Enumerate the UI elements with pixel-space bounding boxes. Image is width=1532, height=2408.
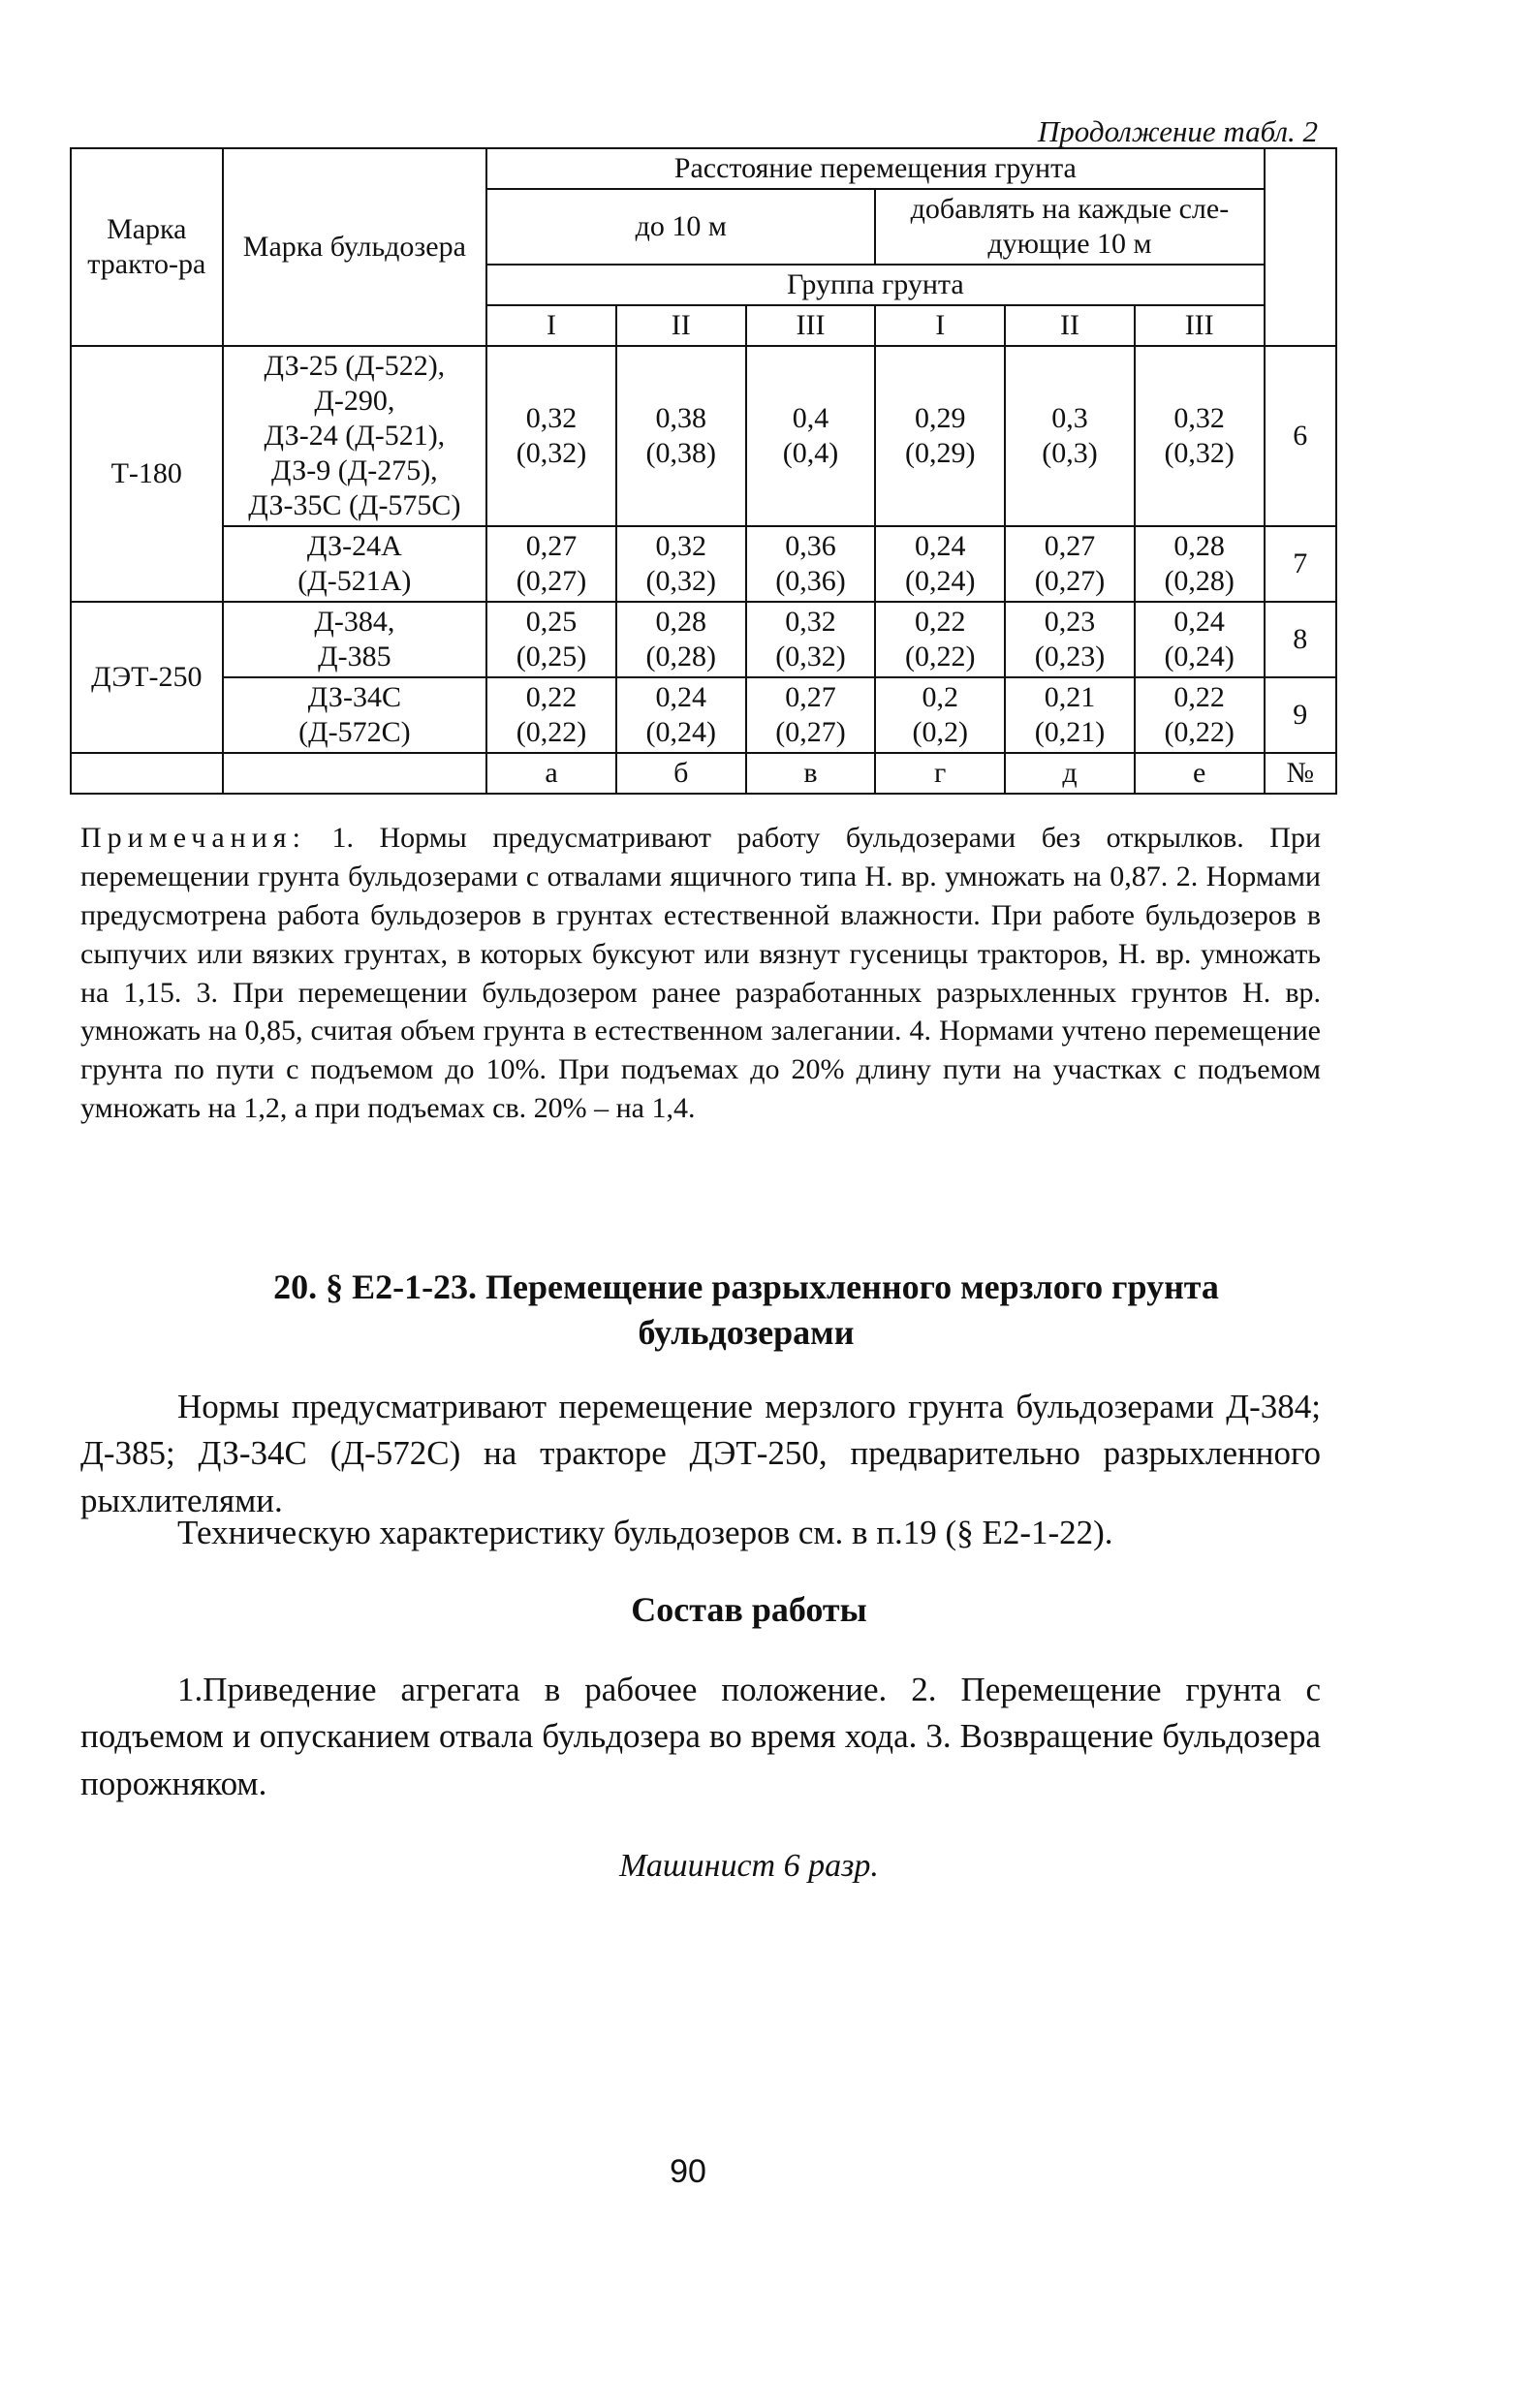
column-letters-row <box>71 753 1336 794</box>
norm-value-alt: (0,27) <box>1034 565 1106 597</box>
norm-value: 0,24 <box>1173 606 1225 638</box>
norm-value-alt: (0,4) <box>782 437 839 469</box>
norm-value-alt: (0,23) <box>1034 641 1106 672</box>
value-cell <box>1005 602 1135 677</box>
page-number: 90 <box>670 2153 706 2190</box>
number-sign-cell: № <box>1265 753 1336 794</box>
norm-value: 0,4 <box>792 402 829 434</box>
value-cell <box>1135 346 1265 526</box>
section-title-line: бульдозерами <box>638 1312 855 1352</box>
norm-value: 0,22 <box>525 681 578 713</box>
bulldozer-name: ДЗ-34С <box>307 681 401 713</box>
bulldozer-cell <box>223 677 487 753</box>
norm-value: 0,24 <box>655 681 706 713</box>
bulldozer-name: ДЗ-24А <box>306 530 402 562</box>
value-cell <box>616 526 746 602</box>
value-cell <box>616 602 746 677</box>
value-cell <box>1005 677 1135 753</box>
value-cell <box>1005 526 1135 602</box>
header-group-cell: III <box>1135 305 1265 346</box>
value-cell <box>486 677 616 753</box>
norm-value: 0,27 <box>785 681 836 713</box>
norm-value: 0,25 <box>525 606 578 638</box>
norm-value-alt: (0,3) <box>1042 437 1098 469</box>
norm-value-alt: (0,32) <box>516 437 587 469</box>
header-group-cell: II <box>616 305 746 346</box>
norm-value: 0,32 <box>525 402 578 434</box>
value-cell <box>746 602 876 677</box>
norm-value-alt: (0,36) <box>775 565 846 597</box>
work-composition-heading: Состав работы <box>631 1590 867 1629</box>
tractor-cell: Т-180 <box>71 346 223 602</box>
table-notes <box>80 819 1321 1128</box>
header-group-cell: II <box>1005 305 1135 346</box>
section-paragraph: Техническую характеристику бульдозеров см. в п.19 (§ Е2-1-22). <box>177 1514 1113 1551</box>
bulldozer-name: ДЗ-9 (Д-275), <box>271 454 438 486</box>
row-index-cell: 8 <box>1265 602 1336 677</box>
norm-value: 0,3 <box>1051 402 1088 434</box>
bulldozer-name: ДЗ-25 (Д-522), <box>264 350 446 382</box>
norms-table <box>70 147 1337 795</box>
header-tractor: Марка тракто-ра <box>71 148 223 346</box>
header-group-cell: III <box>746 305 876 346</box>
norm-value-alt: (0,2) <box>912 716 968 748</box>
norm-value: 0,24 <box>914 530 966 562</box>
norm-value: 0,38 <box>655 402 706 434</box>
bulldozer-name: Д-290, <box>314 385 395 417</box>
section-title-line: 20. § Е2-1-23. Перемещение разрыхленного мерзлого грунта <box>273 1267 1219 1306</box>
blank-cell <box>223 753 487 794</box>
value-cell <box>875 677 1005 753</box>
norm-value-alt: (0,22) <box>904 641 976 672</box>
row-index-cell: 9 <box>1265 677 1336 753</box>
norm-value-alt: (0,32) <box>645 565 716 597</box>
norm-value: 0,27 <box>1044 530 1096 562</box>
value-cell <box>746 346 876 526</box>
row-index-cell: 6 <box>1265 346 1336 526</box>
norm-value: 0,21 <box>1044 681 1096 713</box>
norm-value-alt: (0,24) <box>645 716 716 748</box>
norm-value: 0,22 <box>1173 681 1225 713</box>
header-group-cell: I <box>875 305 1005 346</box>
column-letter: е <box>1135 753 1265 794</box>
worker-grade: Машинист 6 разр. <box>619 1848 879 1884</box>
blank-cell <box>71 753 223 794</box>
header-soil-group: Группа грунта <box>486 265 1264 305</box>
column-letter: д <box>1005 753 1135 794</box>
norm-value: 0,32 <box>785 606 836 638</box>
value-cell <box>486 346 616 526</box>
norm-value: 0,27 <box>525 530 578 562</box>
table-row <box>71 346 1336 526</box>
header-bulldozer: Марка бульдозера <box>223 148 487 346</box>
norm-value: 0,29 <box>914 402 966 434</box>
column-letter: г <box>875 753 1005 794</box>
bulldozer-cell <box>223 526 487 602</box>
table-row <box>71 602 1336 677</box>
value-cell <box>616 346 746 526</box>
norm-value-alt: (0,22) <box>516 716 587 748</box>
header-distance: Расстояние перемещения грунта <box>486 148 1264 189</box>
header-group-cell: I <box>486 305 616 346</box>
norm-value-alt: (0,32) <box>1164 437 1235 469</box>
bulldozer-name: ДЗ-35С (Д-575С) <box>248 489 461 521</box>
norm-value-alt: (0,28) <box>1164 565 1235 597</box>
norm-value-alt: (0,25) <box>516 641 587 672</box>
norm-value: 0,28 <box>1173 530 1225 562</box>
bulldozer-name: (Д-521А) <box>297 565 412 597</box>
norm-value-alt: (0,28) <box>645 641 716 672</box>
norm-value-alt: (0,27) <box>516 565 587 597</box>
bulldozer-name: ДЗ-24 (Д-521), <box>264 420 446 452</box>
section-paragraph: Нормы предусматривают перемещение мерзлого грунта бульдозерами Д-384; Д-385; ДЗ-34С (Д-572С) на тракторе ДЭТ-250, предварительно разрыхленного рыхлителями. <box>80 1388 1321 1519</box>
column-letter: б <box>616 753 746 794</box>
bulldozer-name: (Д-572С) <box>298 716 411 748</box>
norm-value-alt: (0,22) <box>1164 716 1235 748</box>
table-row <box>71 526 1336 602</box>
norm-value-alt: (0,24) <box>1164 641 1235 672</box>
table-row <box>71 677 1336 753</box>
row-index-cell: 7 <box>1265 526 1336 602</box>
norm-value-alt: (0,32) <box>775 641 846 672</box>
norm-value: 0,2 <box>922 681 958 713</box>
norm-value: 0,23 <box>1044 606 1096 638</box>
value-cell <box>1135 677 1265 753</box>
tractor-cell: ДЭТ-250 <box>71 602 223 753</box>
value-cell <box>875 346 1005 526</box>
value-cell <box>1135 602 1265 677</box>
notes-text: 1. Нормы предусматривают работу бульдозерами без открылков. При перемещении грунта бульдозерами с отвалами ящичного типа Н. вр. умножать на 0,87. 2. Нормами предусмотрена работа бульдозеров в грунтах естественной влажности. При работе бульдозеров в сыпучих или вязких грунтах, в которых буксуют или вязнут гусеницы тракторов, Н. вр. умножать на 1,15. 3. При перемещении бульдозером ранее разработанных разрыхленных грунтов Н. вр. умножать на 0,85, считая объем грунта в естественном залегании. 4. Нормами учтено перемещение грунта по пути с подъемом до 10%. При подъемах до 20% длину пути на участках с подъемом умножать на 1,2, а при подъемах св. 20% – на 1,4. <box>80 822 1321 1125</box>
header-add-each-10m: добавлять на каждые сле-дующие 10 м <box>875 189 1264 265</box>
column-letter: в <box>746 753 876 794</box>
norm-value: 0,28 <box>655 606 706 638</box>
value-cell <box>1135 526 1265 602</box>
bulldozer-cell <box>223 602 487 677</box>
norm-value-alt: (0,29) <box>904 437 976 469</box>
bulldozer-name: Д-385 <box>318 641 391 672</box>
bulldozer-cell <box>223 346 487 526</box>
norm-value-alt: (0,27) <box>775 716 846 748</box>
header-index-blank <box>1265 148 1336 346</box>
value-cell <box>486 526 616 602</box>
norm-value: 0,32 <box>655 530 706 562</box>
norm-value: 0,32 <box>1173 402 1225 434</box>
norm-value-alt: (0,24) <box>904 565 976 597</box>
value-cell <box>746 526 876 602</box>
header-upto-10m: до 10 м <box>486 189 875 265</box>
value-cell <box>486 602 616 677</box>
table-header-row <box>71 148 1336 189</box>
norm-value-alt: (0,38) <box>645 437 716 469</box>
norm-value-alt: (0,21) <box>1034 716 1106 748</box>
value-cell <box>746 677 876 753</box>
value-cell <box>1005 346 1135 526</box>
value-cell <box>875 526 1005 602</box>
bulldozer-name: Д-384, <box>314 606 395 638</box>
value-cell <box>616 677 746 753</box>
norm-value: 0,36 <box>785 530 836 562</box>
value-cell <box>875 602 1005 677</box>
table-caption: Продолжение табл. 2 <box>1037 114 1318 148</box>
notes-label: Примечания: <box>80 822 306 854</box>
section-title <box>145 1265 1347 1356</box>
work-composition-text: 1.Приведение агрегата в рабочее положение. 2. Перемещение грунта с подъемом и опусканием отвала бульдозера во время хода. 3. Возвращение бульдозера порожняком. <box>80 1671 1321 1802</box>
norm-value: 0,22 <box>914 606 966 638</box>
column-letter: а <box>486 753 616 794</box>
